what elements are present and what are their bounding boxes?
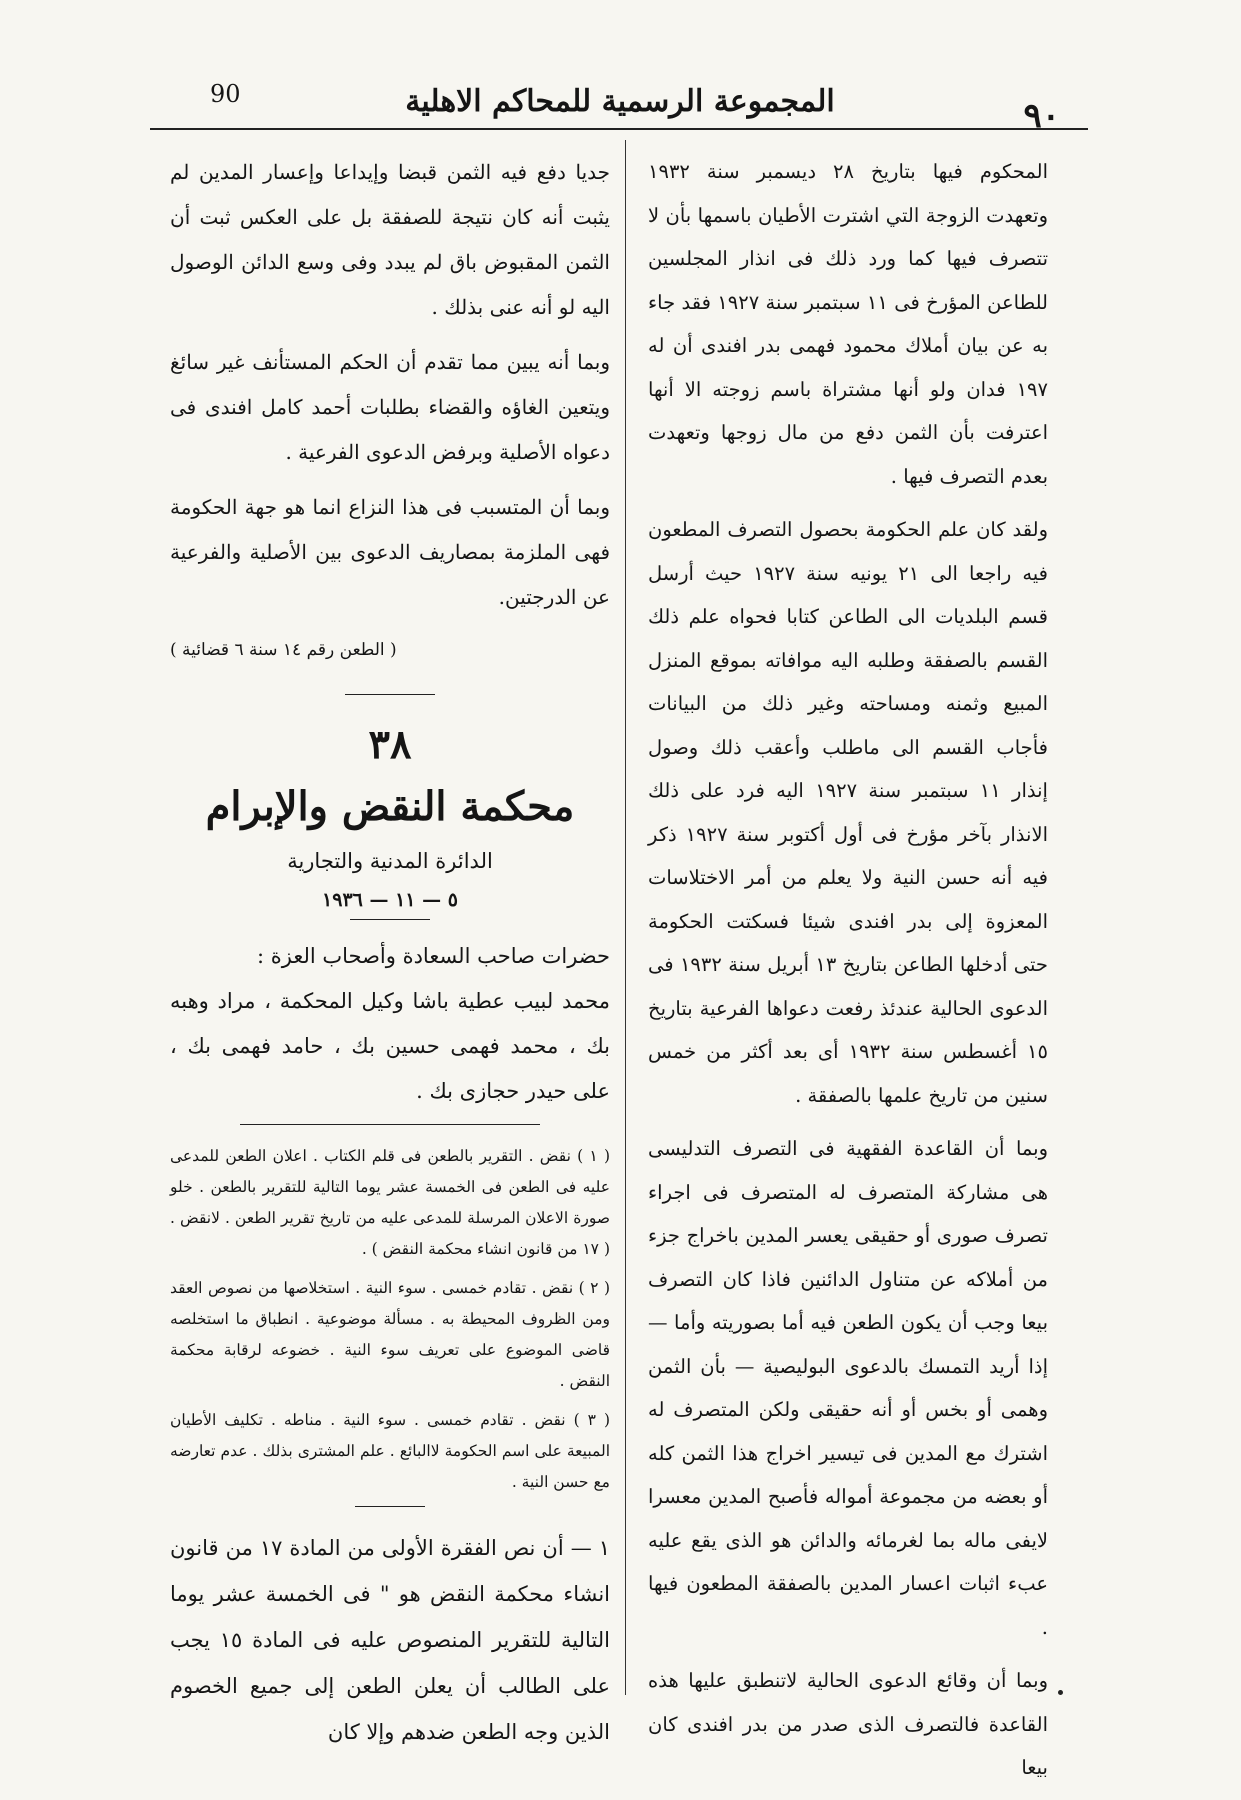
paragraph: جديا دفع فيه الثمن قبضا وإيداعا وإعسار المدين لم يثبت أنه كان نتيجة للصفقة بل على العكس ثبت أن الثمن المقبوض باق لم يبدد وفى وسع الدائن الوصول اليه لو أنه عنى بذلك . [170,160,610,319]
journal-title: المجموعة الرسمية للمحاكم الاهلية [405,84,835,119]
column-divider [625,140,626,1695]
bench-intro: حضرات صاحب السعادة وأصحاب العزة : [256,944,610,968]
page-number-arabic: ٩٠ [1023,96,1060,136]
case-citation: ( الطعن رقم ١٤ سنة ٦ قضائية ) [170,640,397,660]
paragraph: وبما أن المتسبب فى هذا النزاع انما هو جهة الحكومة فهى الملزمة بمصاريف الدعوى بين الأصلية والفرعية عن الدرجتين. [170,495,610,609]
court-name: محكمة النقض والإبرام [205,783,575,830]
case-number: ٣٨ [368,721,412,768]
bench-names: محمد لبيب عطية باشا وكيل المحكمة ، مراد وهبه بك ، محمد فهمى حسين بك ، حامد فهمى بك ، على حيدر حجازى بك . [170,989,610,1103]
paragraph: وبما أن القاعدة الفقهية فى التصرف التدليسى هى مشاركة المتصرف له المتصرف فى اجراء تصرف صورى أو حقيقى يعسر المدين باخراج جزء من أملاكه عن متناول الدائنين فاذا كان التصرف بيعا وجب أن يكون الطعن فيه أما بصوريته وأما — إذا أريد التمسك بالدعوى البوليصية — بأن الثمن وهمى أو بخس أو أنه حقيقى ولكن المتصرف له اشترك مع المدين فى تيسير اخراج هذا الثمن كله أو بعضه من مجموعة أمواله فأصبح المدين معسرا لايفى ماله بما لغرمائه والدائن هو الذى يقع عليه عبء اثبات اعسار المدين بالصفقة المطعون فيها . [648,1137,1048,1639]
paragraph: ولقد كان علم الحكومة بحصول التصرف المطعون فيه راجعا الى ٢١ يونيه سنة ١٩٢٧ حيث أرسل قسم البلديات الى الطاعن كتابا فحواه علم ذلك القسم بالصفقة وطلبه اليه موافاته بموقع المنزل المبيع وثمنه ومساحته وغير ذلك من البيانات فأجاب القسم الى ماطلب وأعقب ذلك وصول إنذار ١١ سبتمبر سنة ١٩٢٧ اليه فرد على ذلك الانذار بآخر مؤرخ فى أول أكتوبر سنة ١٩٢٧ ذكر فيه أنه حسن النية ولا يعلم من أمر الاختلاسات المعزوة إلى بدر افندى شيئا فسكتت الحكومة حتى أدخلها الطاعن بتاريخ ١٣ أبريل سنة ١٩٣٢ فى الدعوى الحالية عندئذ رفعت دعواها الفرعية بتاريخ ١٥ أغسطس سنة ١٩٣٢ أى بعد أكثر من خمس سنين من تاريخ علمها بالصفقة . [648,518,1048,1107]
right-column [648,150,1048,1800]
headnote: ( ١ ) نقض . التقرير بالطعن فى قلم الكتاب . اعلان الطعن للمدعى عليه فى الطعن فى الخمسة عشر يوما التالية للتقرير بالطعن . خلو صورة الاعلان المرسلة للمدعى عليه من تاريخ تقرير الطعن . لانقض . ( ١٧ من قانون انشاء محكمة النقض ) . [170,1147,610,1258]
ruling-body: ١ — أن نص الفقرة الأولى من المادة ١٧ من قانون انشاء محكمة النقض هو " فى الخمسة عشر يوما التالية للتقرير المنصوص عليه فى المادة ١٥ يجب على الطالب أن يعلن الطعن إلى جميع الخصوم الذين وجه الطعن ضدهم وإلا كان [170,1536,611,1744]
headnote: ( ٣ ) نقض . تقادم خمسى . سوء النية . مناطه . تكليف الأطيان المبيعة على اسم الحكومة لاالبائع . علم المشترى بذلك . عدم تعارضه مع حسن النية . [170,1411,610,1491]
header-rule [150,128,1088,130]
margin-mark [1058,1690,1063,1695]
judgment-date: ٥ — ١١ — ١٩٣٦ [322,889,458,911]
page-number-latin: 90 [210,80,241,108]
headnote: ( ٢ ) نقض . تقادم خمسى . سوء النية . استخلاصها من نصوص العقد ومن الظروف المحيطة به . مسألة موضوعية . انطباق ما استخلصه قاضى الموضوع على تعريف سوء النية . خضوعه لرقابة محكمة النقض . [170,1279,610,1390]
paragraph: وبما أن وقائع الدعوى الحالية لاتنطبق عليها هذه القاعدة فالتصرف الذى صدر من بدر افندى كان بيعا [648,1669,1048,1779]
body-separator [355,1506,425,1507]
paragraph: المحكوم فيها بتاريخ ٢٨ ديسمبر سنة ١٩٣٢ وتعهدت الزوجة التي اشترت الأطيان باسمها بأن لا تتصرف فيها كما ورد ذلك فى انذار المجلسين للطاعن المؤرخ فى ١١ سبتمبر سنة ١٩٢٧ فقد جاء به عن بيان أملاك محمود فهمى بدر افندى أن له ١٩٧ فدان ولو أنها مشتراة باسم زوجته الا أنها اعترفت بأن الثمن دفع من مال زوجها وتعهدت بعدم التصرف فيها . [648,160,1048,488]
headnotes-separator [240,1124,540,1125]
paragraph: وبما أنه يبين مما تقدم أن الحكم المستأنف غير سائغ ويتعين الغاؤه والقضاء بطلبات أحمد كامل افندى فى دعواه الأصلية وبرفض الدعوى الفرعية . [170,350,610,464]
left-column [170,150,610,1755]
section-separator [345,694,435,695]
circuit-name: الدائرة المدنية والتجارية [287,849,493,873]
page-header [150,70,1090,136]
date-underline [350,919,430,920]
